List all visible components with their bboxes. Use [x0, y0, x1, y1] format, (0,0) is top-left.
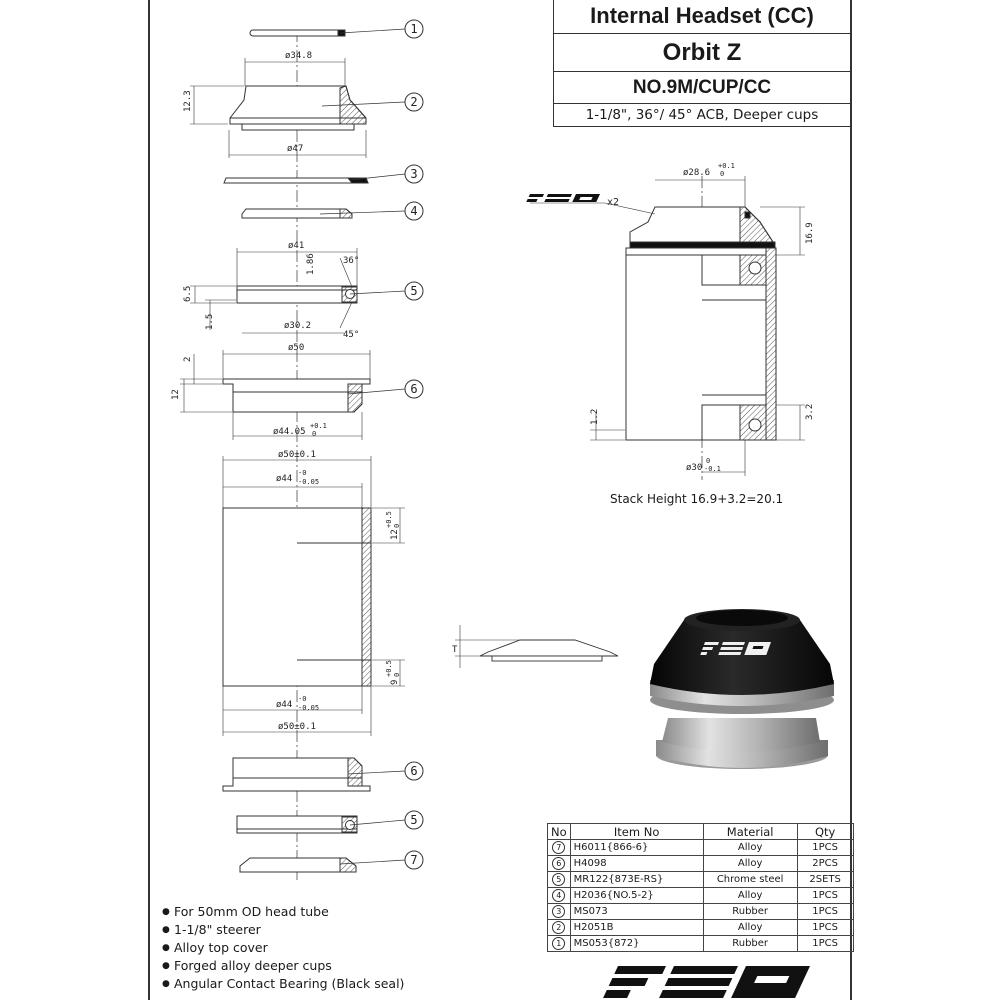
dim-50: ø50: [288, 343, 305, 353]
feature-item: ● For 50mm OD head tube: [162, 903, 404, 921]
dim-44-b-tol-up: -0: [298, 695, 307, 703]
table-row: [548, 872, 854, 888]
header-item-no: Item No: [570, 824, 703, 840]
dim-12-3: 12.3: [183, 90, 193, 112]
part-3-ring: [224, 178, 368, 183]
part-6-lower-cup: [223, 758, 370, 791]
row-qty: 1PCS: [797, 904, 853, 920]
table-row: [548, 888, 854, 904]
row-no: 6: [552, 857, 565, 870]
row-item: H2036{NO.5-2}: [570, 888, 703, 904]
product-photo: [650, 609, 834, 769]
part-1-seal: [250, 30, 345, 36]
dim-12: 12: [171, 389, 181, 400]
row-material: Alloy: [703, 856, 797, 872]
dim-28-6: ø28.6: [683, 168, 711, 178]
table-row: [548, 904, 854, 920]
callout-2: 2: [410, 95, 418, 109]
row-material: Rubber: [703, 904, 797, 920]
row-material: Alloy: [703, 920, 797, 936]
feature-item: ● 1-1/8" steerer: [162, 921, 404, 939]
row-qty: 2PCS: [797, 856, 853, 872]
row-qty: 1PCS: [797, 888, 853, 904]
dim-44: ø44: [276, 474, 293, 484]
dim-47: ø47: [287, 144, 304, 154]
header-qty: Qty: [797, 824, 853, 840]
fsa-logo-small: [526, 194, 600, 202]
dim-9-tol: 9: [390, 679, 400, 685]
row-no: 4: [552, 889, 565, 902]
feature-item: ● Alloy top cover: [162, 939, 404, 957]
dim-50-pm-b: ø50±0.1: [278, 722, 316, 732]
callout-6: 6: [410, 382, 418, 396]
row-qty: 1PCS: [797, 840, 853, 856]
dim-28-6-tol-lo: 0: [720, 170, 725, 178]
product-code: NO.9M/CUP/CC: [554, 72, 850, 104]
dim-1-2-side: 1.2: [590, 408, 600, 425]
dim-1-86: 1.86: [306, 253, 316, 275]
dim-28-6-tol-up: +0.1: [718, 162, 735, 170]
dim-9-tol-lo: 0: [393, 672, 401, 677]
dim-44-tol-up: -0: [298, 469, 307, 477]
dim-12-tol-lo: 0: [393, 523, 401, 528]
dim-44-b: ø44: [276, 700, 293, 710]
callout-5-lower: 5: [410, 813, 418, 827]
dim-44-05-tol-lo: 0: [312, 430, 317, 438]
dim-44-05-tol-up: +0.1: [310, 422, 327, 430]
callout-7: 7: [410, 853, 418, 867]
parts-table: [547, 823, 854, 952]
callout-5: 5: [410, 284, 418, 298]
row-item: H6011{866-6}: [570, 840, 703, 856]
row-qty: 1PCS: [797, 936, 853, 952]
dim-3-2: 3.2: [805, 403, 815, 420]
row-item: H2051B: [570, 920, 703, 936]
header-no: No: [548, 824, 571, 840]
row-item: MS053{872}: [570, 936, 703, 952]
table-header-row: [548, 824, 854, 840]
callout-1: 1: [410, 22, 418, 36]
row-material: Rubber: [703, 936, 797, 952]
callout-numbers: [410, 22, 417, 867]
callout-3: 3: [410, 167, 418, 181]
dim-16-9: 16.9: [805, 222, 815, 244]
feature-item: ● Angular Contact Bearing (Black seal): [162, 975, 404, 993]
callout-6-lower: 6: [410, 764, 418, 778]
row-item: MS073: [570, 904, 703, 920]
row-qty: 1PCS: [797, 920, 853, 936]
table-row: [548, 840, 854, 856]
dim-50-pm: ø50±0.1: [278, 450, 316, 460]
dim-30-tol-up: 0: [706, 457, 711, 465]
row-no: 2: [552, 921, 565, 934]
table-row: [548, 936, 854, 952]
feature-item: ● Forged alloy deeper cups: [162, 957, 404, 975]
assembly-section: [530, 176, 805, 480]
dim-44-b-tol-lo: -0.05: [298, 704, 320, 712]
stack-height-note: Stack Height 16.9+3.2=20.1: [610, 492, 784, 506]
row-no: 3: [552, 905, 565, 918]
callout-leaders: [320, 29, 405, 864]
table-row: [548, 920, 854, 936]
part-6-upper-cup: [223, 379, 370, 412]
part-5-bearing-top: [237, 286, 357, 303]
drawing-title: Internal Headset (CC): [554, 0, 850, 34]
dim-44-05: ø44.05: [273, 427, 306, 437]
dim-45deg: 45°: [343, 330, 360, 340]
row-no: 5: [552, 873, 565, 886]
head-tube: [223, 508, 371, 686]
dim-30: ø30: [686, 463, 703, 473]
spec-line: 1-1/8", 36°/ 45° ACB, Deeper cups: [585, 107, 819, 123]
top-cover-side-view: [455, 625, 618, 668]
dim-2: 2: [183, 356, 193, 362]
part-2-top-cover: [230, 86, 366, 130]
dim-30-2: ø30.2: [284, 321, 312, 331]
row-item: H4098: [570, 856, 703, 872]
row-material: Chrome steel: [703, 872, 797, 888]
dim-41: ø41: [288, 241, 305, 251]
row-no: 1: [552, 937, 565, 950]
dim-9-tol-up: +0.5: [385, 660, 393, 677]
model-name: Orbit Z: [554, 34, 850, 72]
feature-list: [162, 903, 404, 993]
dim-36deg: 36°: [343, 256, 360, 266]
dim-T: T: [452, 645, 458, 655]
fsa-logo-large: [603, 966, 810, 998]
callout-4: 4: [410, 204, 418, 218]
dim-6-5: 6.5: [183, 285, 193, 302]
dim-1-5: 1.5: [205, 313, 215, 330]
row-item: MR122{873E-RS}: [570, 872, 703, 888]
dim-12-tol: 12: [390, 529, 400, 540]
row-material: Alloy: [703, 840, 797, 856]
part-5-bearing-bottom: [237, 816, 357, 833]
part-7-crown-race: [240, 858, 356, 872]
dim-44-tol-lo: -0.05: [298, 478, 320, 486]
callout-circles: [405, 20, 423, 869]
dim-30-tol-lo: -0.1: [704, 465, 721, 473]
row-qty: 2SETS: [797, 872, 853, 888]
logo-count: x2: [607, 197, 620, 208]
row-no: 7: [552, 841, 565, 854]
row-material: Alloy: [703, 888, 797, 904]
dim-12-tol-up: +0.5: [385, 511, 393, 528]
dim-34-8: ø34.8: [285, 51, 313, 61]
table-row: [548, 856, 854, 872]
header-material: Material: [703, 824, 797, 840]
